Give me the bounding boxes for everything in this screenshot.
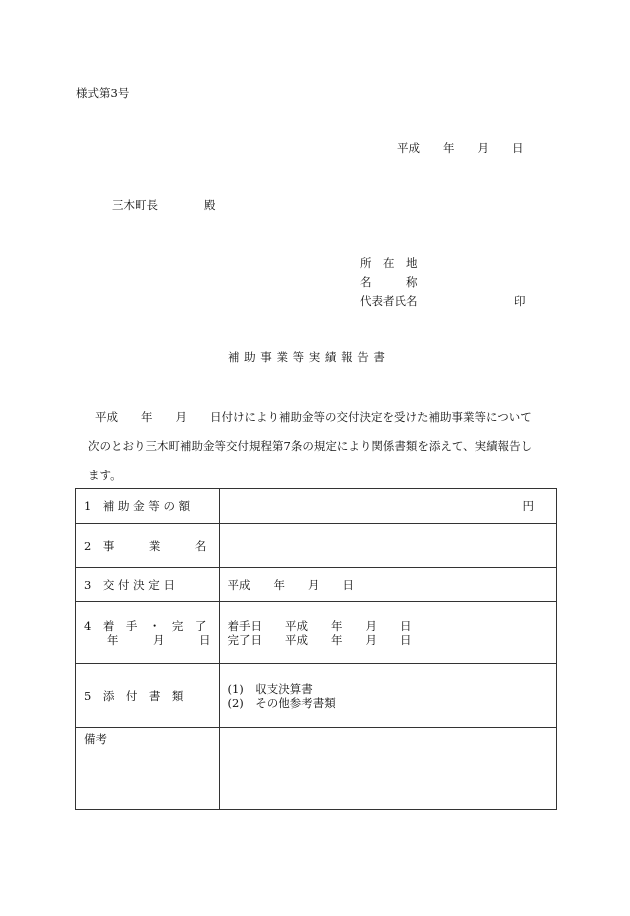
value-decision-date[interactable]: 平成 年 月 日 <box>219 568 557 602</box>
attachment-item-1: (1) 収支決算書 <box>227 681 313 696</box>
table-row-decision-date <box>76 568 557 602</box>
seal-mark: 印 <box>514 294 526 308</box>
date-line: 平成 年 月 日 <box>397 141 524 155</box>
start-date-line: 着手日 平成 年 月 日 <box>227 618 412 633</box>
table-row-start-completion <box>76 602 557 664</box>
completion-date-line: 完了日 平成 年 月 日 <box>227 632 412 647</box>
label-attachments: 5 添 付 書 類 <box>76 664 220 728</box>
value-remarks[interactable] <box>219 728 557 810</box>
name-label: 名 称 <box>360 275 418 289</box>
document-title: 補 助 事 業 等 実 績 報 告 書 <box>228 350 386 364</box>
label-decision-date: 3 交 付 決 定 日 <box>76 568 220 602</box>
table-row-amount <box>76 489 557 524</box>
addressee: 三木町長 殿 <box>112 198 216 212</box>
table-row-attachments <box>76 664 557 728</box>
label-start-completion <box>76 602 220 664</box>
table-row-project-name <box>76 524 557 568</box>
address-label: 所 在 地 <box>360 256 418 270</box>
value-project-name[interactable] <box>219 524 557 568</box>
label-start-completion-line2: 年 月 日 <box>84 632 211 647</box>
body-text-line3: ます。 <box>88 468 122 482</box>
label-remarks: 備考 <box>76 728 220 810</box>
value-start-completion[interactable] <box>219 602 557 664</box>
value-amount[interactable] <box>219 489 557 524</box>
form-number: 様式第3号 <box>76 86 130 100</box>
body-text-line1: 平成 年 月 日付けにより補助金等の交付決定を受けた補助事業等について <box>95 410 532 424</box>
value-attachments[interactable] <box>219 664 557 728</box>
yen-unit: 円 <box>522 499 534 513</box>
representative-label: 代表者氏名 <box>360 294 418 308</box>
attachment-item-2: (2) その他参考書類 <box>227 695 336 710</box>
body-text-line2: 次のとおり三木町補助金等交付規程第7条の規定により関係書類を添えて、実績報告し <box>88 439 533 453</box>
report-table <box>75 488 557 810</box>
label-project-name: 2 事 業 名 <box>76 524 220 568</box>
table-row-remarks <box>76 728 557 810</box>
label-amount: 1 補 助 金 等 の 額 <box>76 489 220 524</box>
label-start-completion-line1: 4 着 手 ・ 完 了 <box>84 618 207 633</box>
